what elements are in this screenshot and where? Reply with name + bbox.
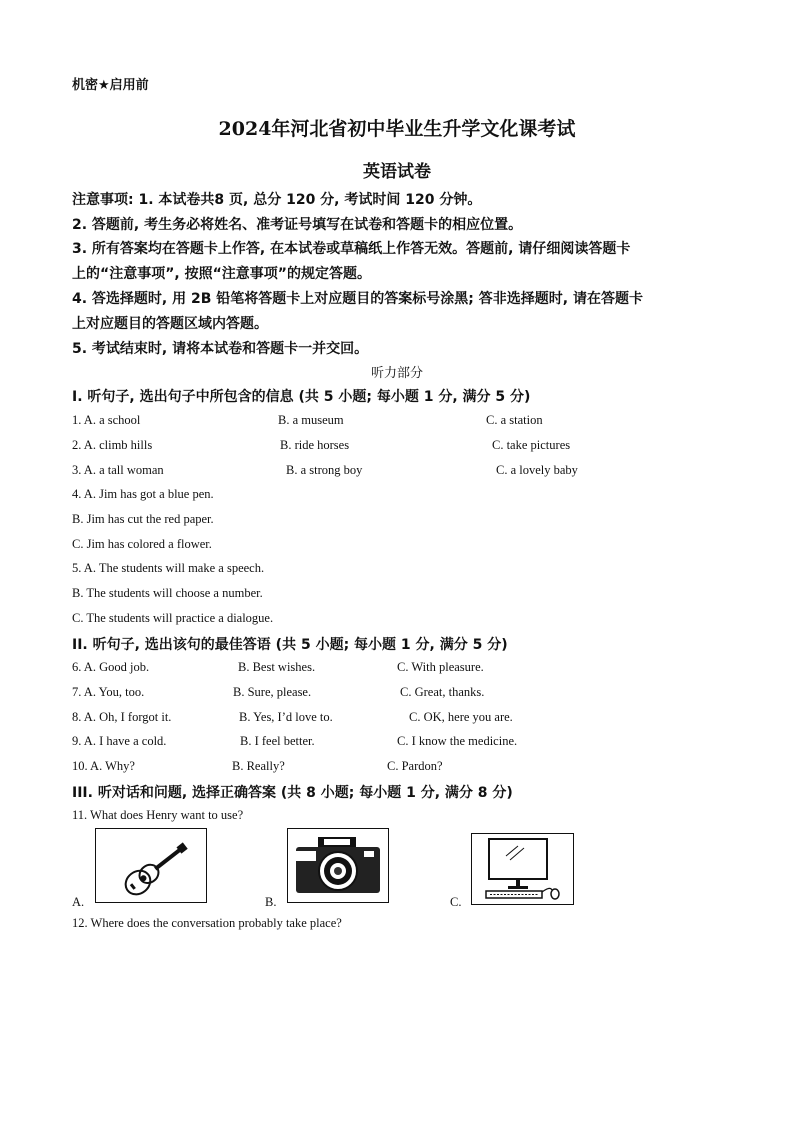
page-subtitle: 英语试卷 xyxy=(363,162,431,182)
part-title: 听力部分 xyxy=(370,366,423,381)
q4-option-b: B. Jim has cut the red paper. xyxy=(72,512,214,526)
q10-option-b: B. Really? xyxy=(232,759,285,773)
computer-icon xyxy=(472,834,573,904)
q8-option-a: 8. A. Oh, I forgot it. xyxy=(72,710,172,724)
q9-option-b: B. I feel better. xyxy=(240,734,315,748)
q3-option-b: B. a strong boy xyxy=(286,463,363,477)
q2-option-a: 2. A. climb hills xyxy=(72,438,153,452)
q8-option-c: C. OK, here you are. xyxy=(409,710,513,724)
note-line-1: 注意事项: 1. 本试卷共8 页, 总分 120 分, 考试时间 120 分钟。 xyxy=(72,192,482,208)
q4-option-a: 4. A. Jim has got a blue pen. xyxy=(72,487,214,501)
q1-option-c: C. a station xyxy=(486,413,543,427)
q11-label-c: C. xyxy=(450,895,462,909)
q6-option-c: C. With pleasure. xyxy=(397,660,484,674)
note-line-6: 上对应题目的答题区域内答题。 xyxy=(72,316,268,332)
q11-question: 11. What does Henry want to use? xyxy=(72,808,244,822)
section-3-heading: III. 听对话和问题, 选择正确答案 (共 8 小题; 每小题 1 分, 满分 8 分) xyxy=(72,785,513,801)
page-title: 2024年河北省初中毕业生升学文化课考试 xyxy=(218,118,576,140)
q2-option-c: C. take pictures xyxy=(492,438,571,452)
q11-picture-c xyxy=(471,833,574,905)
q10-option-c: C. Pardon? xyxy=(387,759,443,773)
q9-option-c: C. I know the medicine. xyxy=(397,734,518,748)
confidential-label: 机密★启用前 xyxy=(72,78,149,93)
q5-option-b: B. The students will choose a number. xyxy=(72,586,263,600)
q1-option-a: 1. A. a school xyxy=(72,413,141,427)
section-2-heading: II. 听句子, 选出该句的最佳答语 (共 5 小题; 每小题 1 分, 满分 5 分) xyxy=(72,637,508,653)
q11-label-a: A. xyxy=(72,895,85,909)
q5-option-c: C. The students will practice a dialogue. xyxy=(72,611,274,625)
section-1-heading: I. 听句子, 选出句子中所包含的信息 (共 5 小题; 每小题 1 分, 满分 5 分) xyxy=(72,389,531,405)
note-line-4: 上的“注意事项”, 按照“注意事项”的规定答题。 xyxy=(72,266,371,282)
q7-option-b: B. Sure, please. xyxy=(233,685,312,699)
q11-picture-a xyxy=(95,828,207,903)
q11-picture-b xyxy=(287,828,389,903)
q6-option-a: 6. A. Good job. xyxy=(72,660,150,674)
q4-option-c: C. Jim has colored a flower. xyxy=(72,537,212,551)
camera-icon xyxy=(288,829,388,902)
note-line-2: 2. 答题前, 考生务必将姓名、准考证号填写在试卷和答题卡的相应位置。 xyxy=(72,217,523,233)
q1-option-b: B. a museum xyxy=(278,413,344,427)
note-line-5: 4. 答选择题时, 用 2B 铅笔将答题卡上对应题目的答案标号涂黑; 答非选择题时, 请在答题卡 xyxy=(72,291,643,307)
q3-option-a: 3. A. a tall woman xyxy=(72,463,164,477)
q9-option-a: 9. A. I have a cold. xyxy=(72,734,167,748)
note-line-7: 5. 考试结束时, 请将本试卷和答题卡一并交回。 xyxy=(72,341,369,357)
q5-option-a: 5. A. The students will make a speech. xyxy=(72,561,265,575)
q7-option-a: 7. A. You, too. xyxy=(72,685,145,699)
q6-option-b: B. Best wishes. xyxy=(238,660,316,674)
q10-option-a: 10. A. Why? xyxy=(72,759,135,773)
q12-question: 12. Where does the conversation probably take place? xyxy=(72,916,342,930)
q11-label-b: B. xyxy=(265,895,277,909)
q3-option-c: C. a lovely baby xyxy=(496,463,578,477)
guitar-icon xyxy=(96,829,206,902)
note-line-3: 3. 所有答案均在答题卡上作答, 在本试卷或草稿纸上作答无效。答题前, 请仔细阅读答题卡 xyxy=(72,241,631,257)
q2-option-b: B. ride horses xyxy=(280,438,350,452)
q8-option-b: B. Yes, I’d love to. xyxy=(239,710,333,724)
q7-option-c: C. Great, thanks. xyxy=(400,685,485,699)
